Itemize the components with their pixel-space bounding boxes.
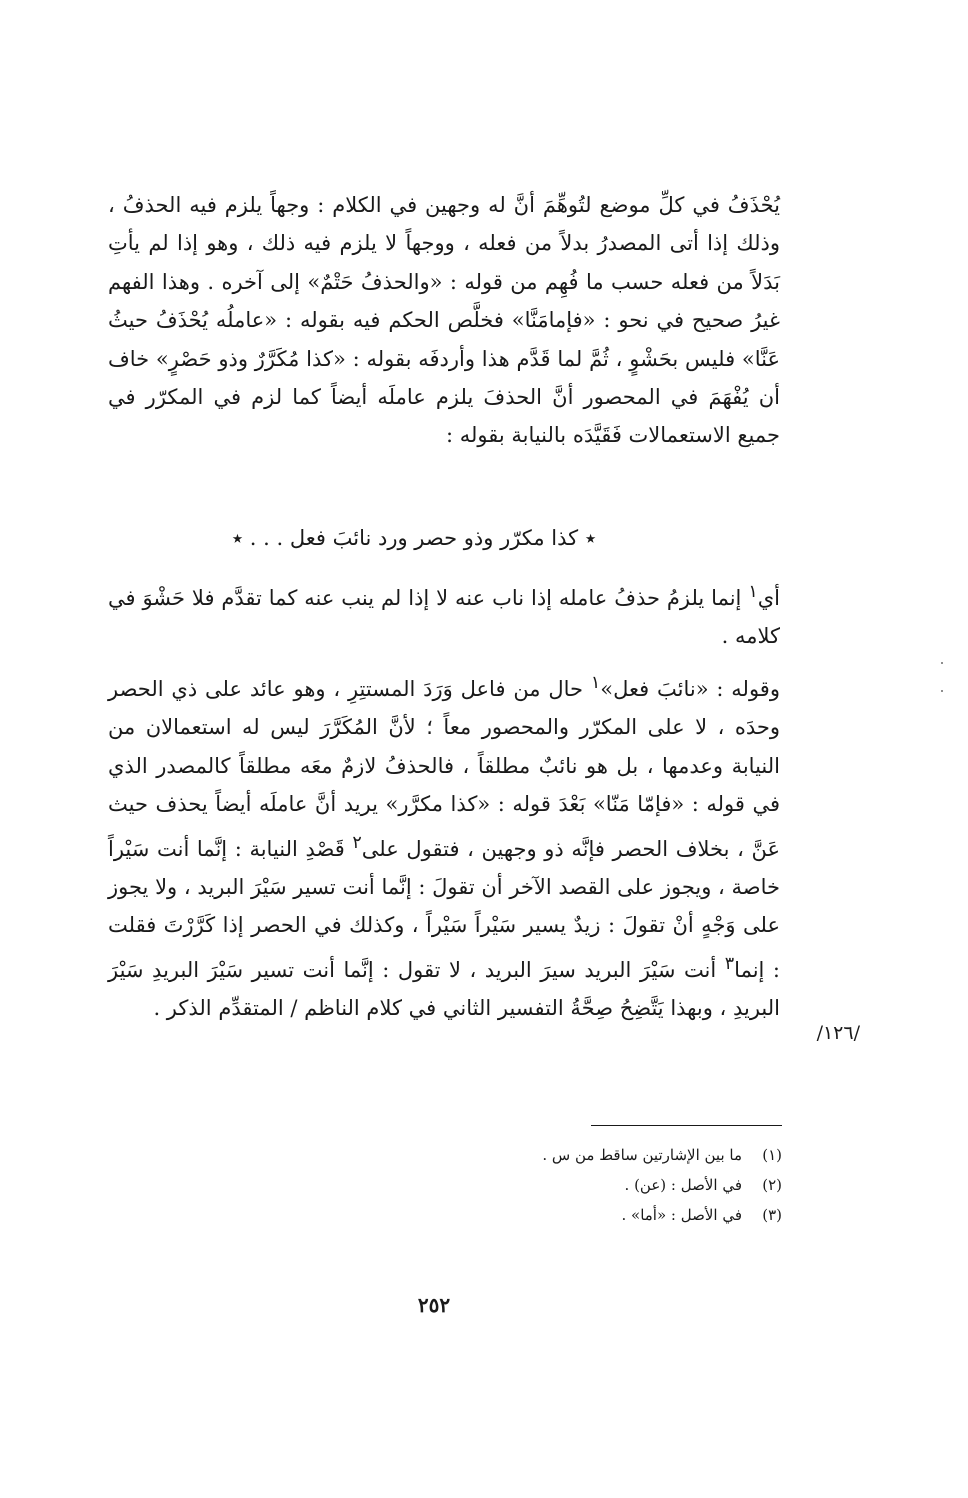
scan-speck bbox=[941, 690, 943, 692]
footnote-mark-3: ٣ bbox=[724, 953, 735, 974]
footnote-1 bbox=[400, 1140, 782, 1170]
footnote-text: في الأصل : (عن) . bbox=[624, 1176, 742, 1194]
paragraph-3-part-4: أنت سَيْرَ البريد سيرَ البريد ، لا تقول : إنَّما أنت تسير سَيْرَ البريدِ سَيْرَ البريدِ ، وبهذا يَتَّضِحُ صِحَّةُ التفسير الثاني في كلام الناظم / المتقدِّم الذكر . bbox=[108, 957, 780, 1021]
manuscript-folio-marker: /١٢٦/ bbox=[816, 1022, 860, 1044]
paragraph-3 bbox=[108, 664, 780, 1028]
footnote-mark-2: ٢ bbox=[352, 832, 362, 853]
paragraph-3-text bbox=[108, 664, 780, 1028]
paragraph-2-text bbox=[108, 573, 780, 656]
paragraph-1 bbox=[108, 186, 780, 455]
footnote-number: (٣) bbox=[762, 1206, 782, 1224]
footnote-mark-1b: ١ bbox=[590, 673, 601, 693]
paragraph-3-part-3: قَصْدِ النيابة : إنَّما أنت سَيْراً خاصة ، ويجوز على القصد الآخر أن تقولَ : إنَّما أنت تسير سَيْرَ البريد ، ولا يجوز على وَجْهٍ أنْ تقولَ : زيدٌ يسير سَيْراً سَيْراً ، وكذلك في الحصر إذا كَرَّرْتَ فقلت : إنما bbox=[108, 836, 780, 982]
scan-speck bbox=[941, 662, 943, 664]
paragraph-3-part-1: وقوله : «نائبَ فعل» bbox=[600, 677, 780, 701]
footnote-text: في الأصل : «أما» . bbox=[621, 1206, 742, 1224]
footnotes bbox=[400, 1140, 782, 1230]
page-number: ٢٥٢ bbox=[417, 1293, 451, 1317]
footnote-separator bbox=[591, 1125, 782, 1126]
paragraph-2-rest: إنما يلزمُ حذفُ عامله إذا ناب عنه لا إذا لم ينب عنه كما تقدَّم فلا حَشْوَ في كلامه . bbox=[108, 586, 780, 649]
footnote-text: ما بين الإشارتين ساقط من س . bbox=[542, 1146, 742, 1164]
footnote-3 bbox=[400, 1200, 782, 1230]
verse-line: ٭ كذا مكرّر وذو حصر ورد نائبَ فعل . . . ٭ bbox=[231, 526, 597, 550]
footnote-2 bbox=[400, 1170, 782, 1200]
footnote-mark-1: ١ bbox=[748, 582, 758, 602]
footnote-number: (٢) bbox=[762, 1176, 782, 1194]
paragraph-2 bbox=[108, 573, 780, 656]
paragraph-2-lead: أي bbox=[757, 586, 780, 610]
paragraph-3-part-2: حال من فاعل وَرَدَ المستتِرِ ، وهو عائد على ذي الحصر وحدَه ، لا على المكرّر والمحصور معاً ؛ لأنَّ المُكَرَّرَ ليس له استعمالان من النيابة وعدمها ، بل هو نائبٌ مطلقاً ، فالحذفُ لازمٌ معَه مطلقاً كالمصدر الذي في قوله : «فإمّا مَنّا» بَعْدَ قوله : «كذا مكرَّر» يريد أنَّ عاملَه أيضاً يحذف حيث عَنَّ ، بخلاف الحصر فإنَّه ذو وجهين ، فتقول على bbox=[108, 677, 780, 861]
paragraph-1-text: يُحْذَفُ في كلِّ موضع لتُوهِّمَ أنَّ له وجهين في الكلام : وجهاً يلزم فيه الحذفُ ، وذلك إذا أتى المصدرُ بدلاً من فعله ، ووجهاً لا يلزم فيه ذلك ، وهو إذا لم يأتِ بَدَلاً من فعله حسب ما فُهِم من قوله : «والحذفُ حَتْمٌ» إلى آخره . وهذا الفهم غيرُ صحيح في نحو : «فإمامَنَّا» فخلَّص الحكم فيه بقوله : «عاملُه يُحْذَفُ حيثُ عَنَّا» فليس بحَشْوٍ ، ثُمَّ لما قَدَّم هذا وأردفَه بقوله : «كذا مُكَرَّرٌ وذو حَصْرٍ» خاف أن يُفْهَمَ في المحصور أنَّ الحذفَ يلزم عاملَه أيضاً كما لزم في المكرّر في جميع الاستعمالات فَقَيَّدَه بالنيابة بقوله : bbox=[108, 193, 780, 448]
footnote-number: (١) bbox=[762, 1146, 782, 1164]
